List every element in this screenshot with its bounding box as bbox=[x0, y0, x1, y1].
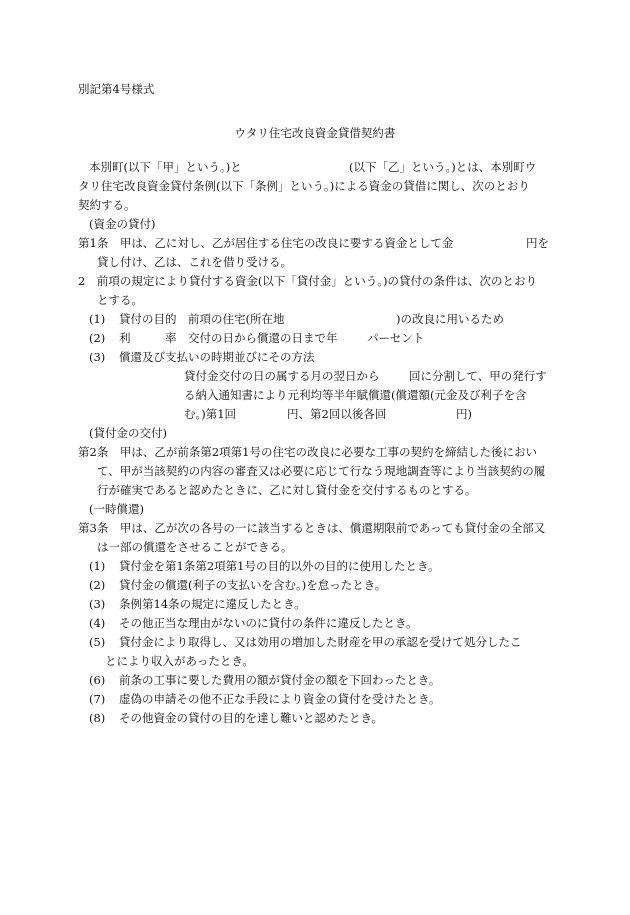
item-2-text-a: 利 率 交付の日から償還の日まで年 bbox=[119, 331, 338, 345]
article-1-para-2-line-2: とする。 bbox=[97, 293, 143, 307]
item-3-detail-3a: む。)第1回 bbox=[184, 407, 237, 421]
item-number: (8) bbox=[89, 711, 106, 725]
item-number: (4) bbox=[89, 616, 106, 630]
item-2-text-b: パーセント bbox=[367, 331, 425, 345]
item-3-detail-2: る納入通知書により元利均等半年賦償還(償還額(元金及び利子を含 bbox=[184, 388, 527, 402]
article-1-line-2: 貸し付け、乙は、これを借り受ける。 bbox=[97, 255, 293, 269]
article-3-heading: (一時償還) bbox=[89, 502, 144, 516]
intro-line-1a: 本別町(以下「甲」という。)と bbox=[89, 160, 242, 174]
form-number: 別記第4号様式 bbox=[78, 82, 155, 96]
item-3-detail-1a: 貸付金交付の日の属する月の翌日から bbox=[184, 369, 380, 383]
article-2-heading: (貸付金の交付) bbox=[89, 426, 167, 440]
article-1-heading: (資金の貸付) bbox=[89, 217, 156, 231]
article-1-line-1b: 円を bbox=[526, 236, 549, 250]
item-text: その他正当な理由がないのに貸付の条件に違反したとき。 bbox=[119, 616, 418, 630]
item-1-text-b: )の改良に用いるため bbox=[396, 312, 504, 326]
item-text: その他資金の貸付の目的を達し難いと認めたとき。 bbox=[119, 711, 384, 725]
article-3-line-1: 第3条 甲は、乙が次の各号の一に該当するときは、償還期限前であっても貸付金の全部又 bbox=[78, 521, 546, 535]
item-5-continuation: とにより収入があったとき。 bbox=[105, 654, 254, 668]
item-number: (3) bbox=[89, 597, 106, 611]
item-number: (1) bbox=[89, 312, 106, 326]
item-number: (6) bbox=[89, 673, 106, 687]
item-number: (2) bbox=[89, 578, 106, 592]
item-3-text: 償還及び支払いの時期並びにその方法 bbox=[119, 350, 315, 364]
item-3-detail-3b: 円、第2回以後各回 bbox=[287, 407, 387, 421]
article-1-line-1a: 第1条 甲は、乙に対し、乙が居住する住宅の改良に要する資金として金 bbox=[78, 236, 454, 250]
item-number: (5) bbox=[89, 635, 106, 649]
article-3-line-2: は一部の償還をさせることができる。 bbox=[97, 540, 293, 554]
intro-line-2: タリ住宅改良資金貸付条例(以下「条例」という。)による資金の貸借に関し、次のとおり bbox=[78, 179, 530, 193]
item-text: 貸付金の償還(利子の支払いを含む。)を怠ったとき。 bbox=[119, 578, 387, 592]
document-title: ウタリ住宅改良資金貸借契約書 bbox=[234, 126, 396, 140]
intro-line-3: 契約する。 bbox=[78, 198, 136, 212]
item-text: 前条の工事に要した費用の額が貸付金の額を下回わったとき。 bbox=[119, 673, 441, 687]
item-text: 虚偽の申請その他不正な手段により資金の貸付を受けたとき。 bbox=[119, 692, 441, 706]
item-1-text-a: 貸付の目的 前項の住宅(所在地 bbox=[119, 312, 285, 326]
item-number: (1) bbox=[89, 559, 106, 573]
article-2-line-1: 第2条 甲は、乙が前条第2項第1号の住宅の改良に必要な工事の契約を締結した後におい bbox=[78, 445, 537, 459]
item-text: 条例第14条の規定に違反したとき。 bbox=[119, 597, 306, 611]
item-number: (7) bbox=[89, 692, 106, 706]
intro-line-1b: (以下「乙」という。)とは、本別町ウ bbox=[349, 160, 537, 174]
item-text: 貸付金を第1条第2項第1号の目的以外の目的に使用したとき。 bbox=[119, 559, 440, 573]
article-2-line-2: て、甲が当該契約の内容の審査又は必要に応じて行なう現地調査等により当該契約の履 bbox=[97, 464, 546, 478]
item-number: (2) bbox=[89, 331, 106, 345]
item-number: (3) bbox=[89, 350, 106, 364]
article-2-line-3: 行が確実であると認めたときに、乙に対し貸付金を交付するものとする。 bbox=[97, 483, 477, 497]
item-3-detail-1b: 回に分割して、甲の発行す bbox=[409, 369, 547, 383]
item-text: 貸付金により取得し、又は効用の増加した財産を甲の承認を受けて処分したこ bbox=[119, 635, 522, 649]
item-3-detail-3c: 円) bbox=[456, 407, 472, 421]
article-1-para-2-line-1: 2 前項の規定により貸付する資金(以下「貸付金」という。)の貸付の条件は、次のとおり bbox=[78, 274, 538, 288]
